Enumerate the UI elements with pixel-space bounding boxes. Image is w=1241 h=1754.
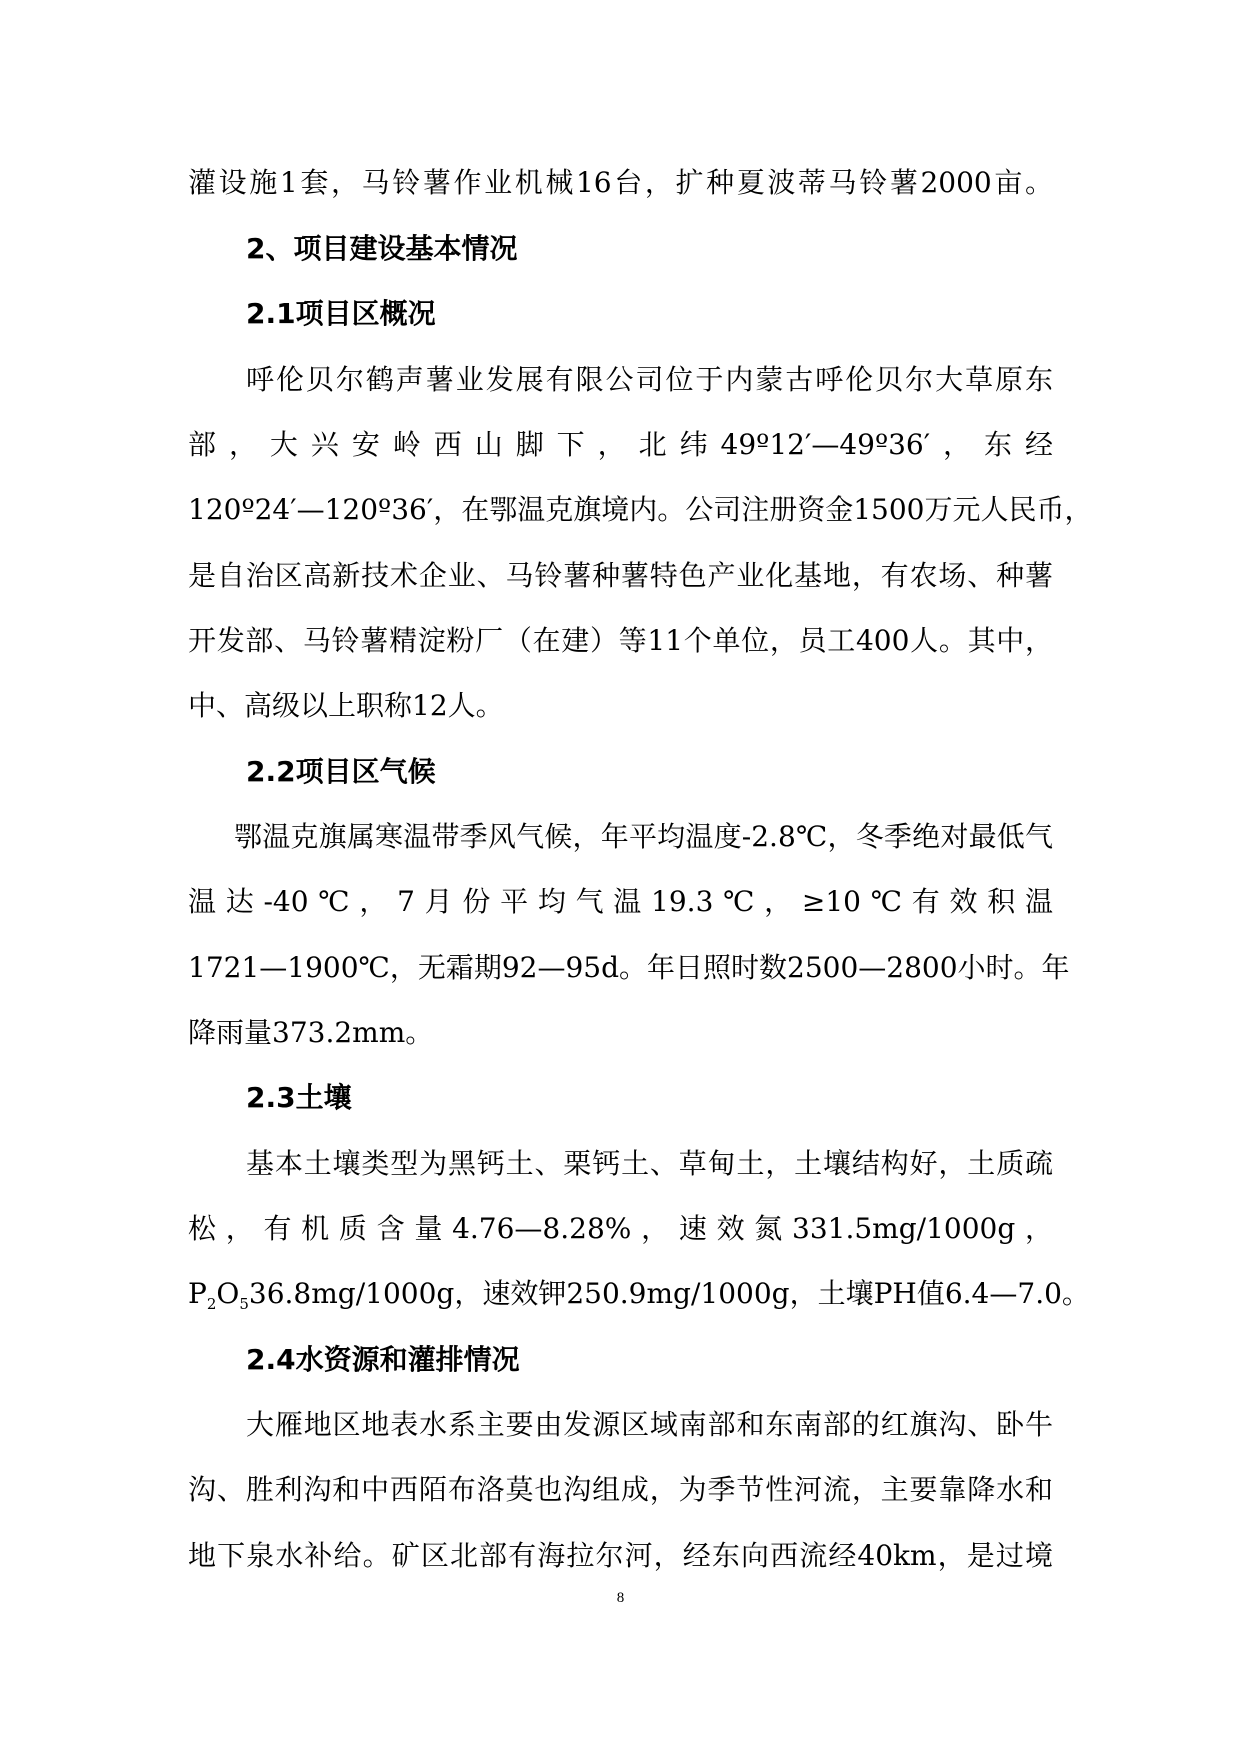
body-text-line: 鄂温克旗属寒温带季风气候，年平均温度-2.8℃，冬季绝对最低气 xyxy=(234,820,1053,853)
body-text-line: 大雁地区地表水系主要由发源区域南部和东南部的红旗沟、卧牛 xyxy=(246,1408,1053,1441)
body-text-line: 松，有机质含量4.76—8.28%，速效氮331.5mg/1000g， xyxy=(188,1212,1053,1245)
body-text-line: 中、高级以上职称12人。 xyxy=(188,689,504,722)
subsection-heading: 2.4水资源和灌排情况 xyxy=(246,1343,520,1376)
subsection-heading: 2.1项目区概况 xyxy=(246,297,436,330)
body-text-line: 呼伦贝尔鹤声薯业发展有限公司位于内蒙古呼伦贝尔大草原东 xyxy=(246,363,1053,396)
body-text-line: 温达-40℃，7月份平均气温19.3℃，≥10℃有效积温 xyxy=(188,885,1053,918)
body-text-line: 1721—1900℃，无霜期92—95d。年日照时数2500—2800小时。年 xyxy=(188,951,1070,984)
subscript: 2 xyxy=(206,1295,217,1313)
formula-o: O xyxy=(216,1277,240,1310)
subsection-heading: 2.2项目区气候 xyxy=(246,755,436,788)
body-text-line: 沟、胜利沟和中西陌布洛莫也沟组成，为季节性河流，主要靠降水和 xyxy=(188,1473,1053,1506)
body-text-line: 开发部、马铃薯精淀粉厂（在建）等11个单位，员工400人。其中， xyxy=(188,624,1053,657)
body-text-line: 地下泉水补给。矿区北部有海拉尔河，经东向西流经40km，是过境 xyxy=(188,1539,1053,1572)
body-text-rest: 36.8mg/1000g，速效钾250.9mg/1000g，土壤PH值6.4—7.0。 xyxy=(248,1277,1090,1310)
formula-p: P xyxy=(188,1277,207,1310)
page-number: 8 xyxy=(616,1590,625,1606)
section-heading: 2、项目建设基本情况 xyxy=(246,232,518,265)
body-text-line: 部，大兴安岭西山脚下，北纬49º12′—49º36′，东经 xyxy=(188,428,1053,461)
subsection-heading: 2.3土壤 xyxy=(246,1081,352,1114)
body-text-line xyxy=(188,1274,1090,1314)
body-text-line: 灌设施1套，马铃薯作业机械16台，扩种夏波蒂马铃薯2000亩。 xyxy=(188,166,1053,199)
body-text-line: 降雨量373.2mm。 xyxy=(188,1016,434,1049)
body-text-line: 是自治区高新技术企业、马铃薯种薯特色产业化基地，有农场、种薯 xyxy=(188,559,1053,592)
subscript: 5 xyxy=(239,1295,249,1313)
body-text-line: 基本土壤类型为黑钙土、栗钙土、草甸土，土壤结构好，土质疏 xyxy=(246,1147,1053,1180)
body-text-line: 120º24′—120º36′，在鄂温克旗境内。公司注册资金1500万元人民币， xyxy=(188,493,1093,526)
